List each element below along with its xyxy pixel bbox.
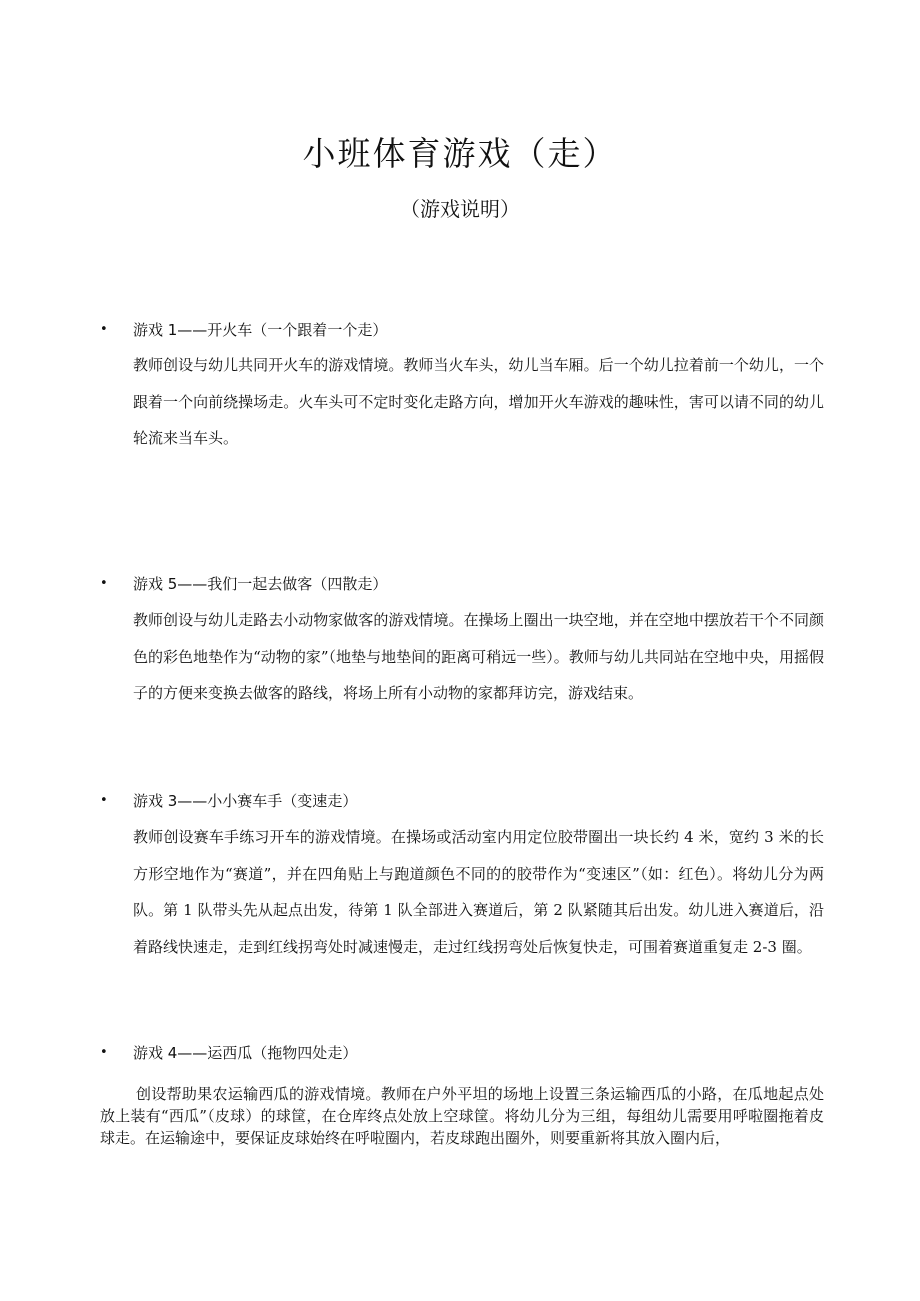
game-heading (100, 1043, 824, 1063)
bullet-icon: • (100, 576, 108, 591)
game-heading-text: 游戏 1——开火车（一个跟着一个走） (133, 321, 388, 339)
game-heading (100, 320, 824, 340)
bullet-icon: • (100, 1045, 108, 1060)
game-heading-text: 游戏 5——我们一起去做客（四散走） (133, 575, 388, 593)
game-section (100, 574, 824, 712)
document-subtitle: （游戏说明） (400, 197, 520, 221)
game-description: 教师创设赛车手练习开车的游戏情境。在操场或活动室内用定位胶带圈出一块长约 4 米，宽约 3 米的长方形空地作为“赛道”，并在四角贴上与跑道颜色不同的的胶带作为“变速区”（如：红色）。将幼儿分为两队。第 1 队带头先从起点出发，待第 1 队全部进入赛道后，第 2 队紧随其后出发。幼儿进入赛道后，沿着路线快速走，走到红线拐弯处时减速慢走，走过红线拐弯处后恢复快走，可围着赛道重复走 2-3 圈。 (133, 828, 824, 956)
game-heading (100, 791, 824, 811)
game-heading-text: 游戏 3——小小赛车手（变速走） (133, 792, 358, 810)
document-title: 小班体育游戏（走） (302, 134, 618, 173)
game-description: 创设帮助果农运输西瓜的游戏情境。教师在户外平坦的场地上设置三条运输西瓜的小路，在瓜地起点处放上装有“西瓜”（皮球）的球筐，在仓库终点处放上空球筐。将幼儿分为三组，每组幼儿需要用呼啦圈拖着皮球走。在运输途中，要保证皮球始终在呼啦圈内，若皮球跑出圈外，则要重新将其放入圈内后， (100, 1085, 824, 1147)
game-heading (100, 574, 824, 594)
game-section (100, 791, 824, 965)
game-heading-text: 游戏 4——运西瓜（拖物四处走） (133, 1044, 358, 1062)
game-description: 教师创设与幼儿走路去小动物家做客的游戏情境。在操场上圈出一块空地，并在空地中摆放若干个不同颜色的彩色地垫作为“动物的家”（地垫与地垫间的距离可稍远一些）。教师与幼儿共同站在空地中央，用摇假子的方便来变换去做客的路线，将场上所有小动物的家都拜访完，游戏结束。 (133, 611, 824, 702)
bullet-icon: • (100, 793, 108, 808)
bullet-icon: • (100, 322, 108, 337)
game-section (100, 1043, 824, 1149)
game-description: 教师创设与幼儿共同开火车的游戏情境。教师当火车头，幼儿当车厢。后一个幼儿拉着前一个幼儿，一个跟着一个向前绕操场走。火车头可不定时变化走路方向，增加开火车游戏的趣味性，害可以请不同的幼儿轮流来当车头。 (133, 356, 824, 447)
game-section (100, 320, 824, 457)
